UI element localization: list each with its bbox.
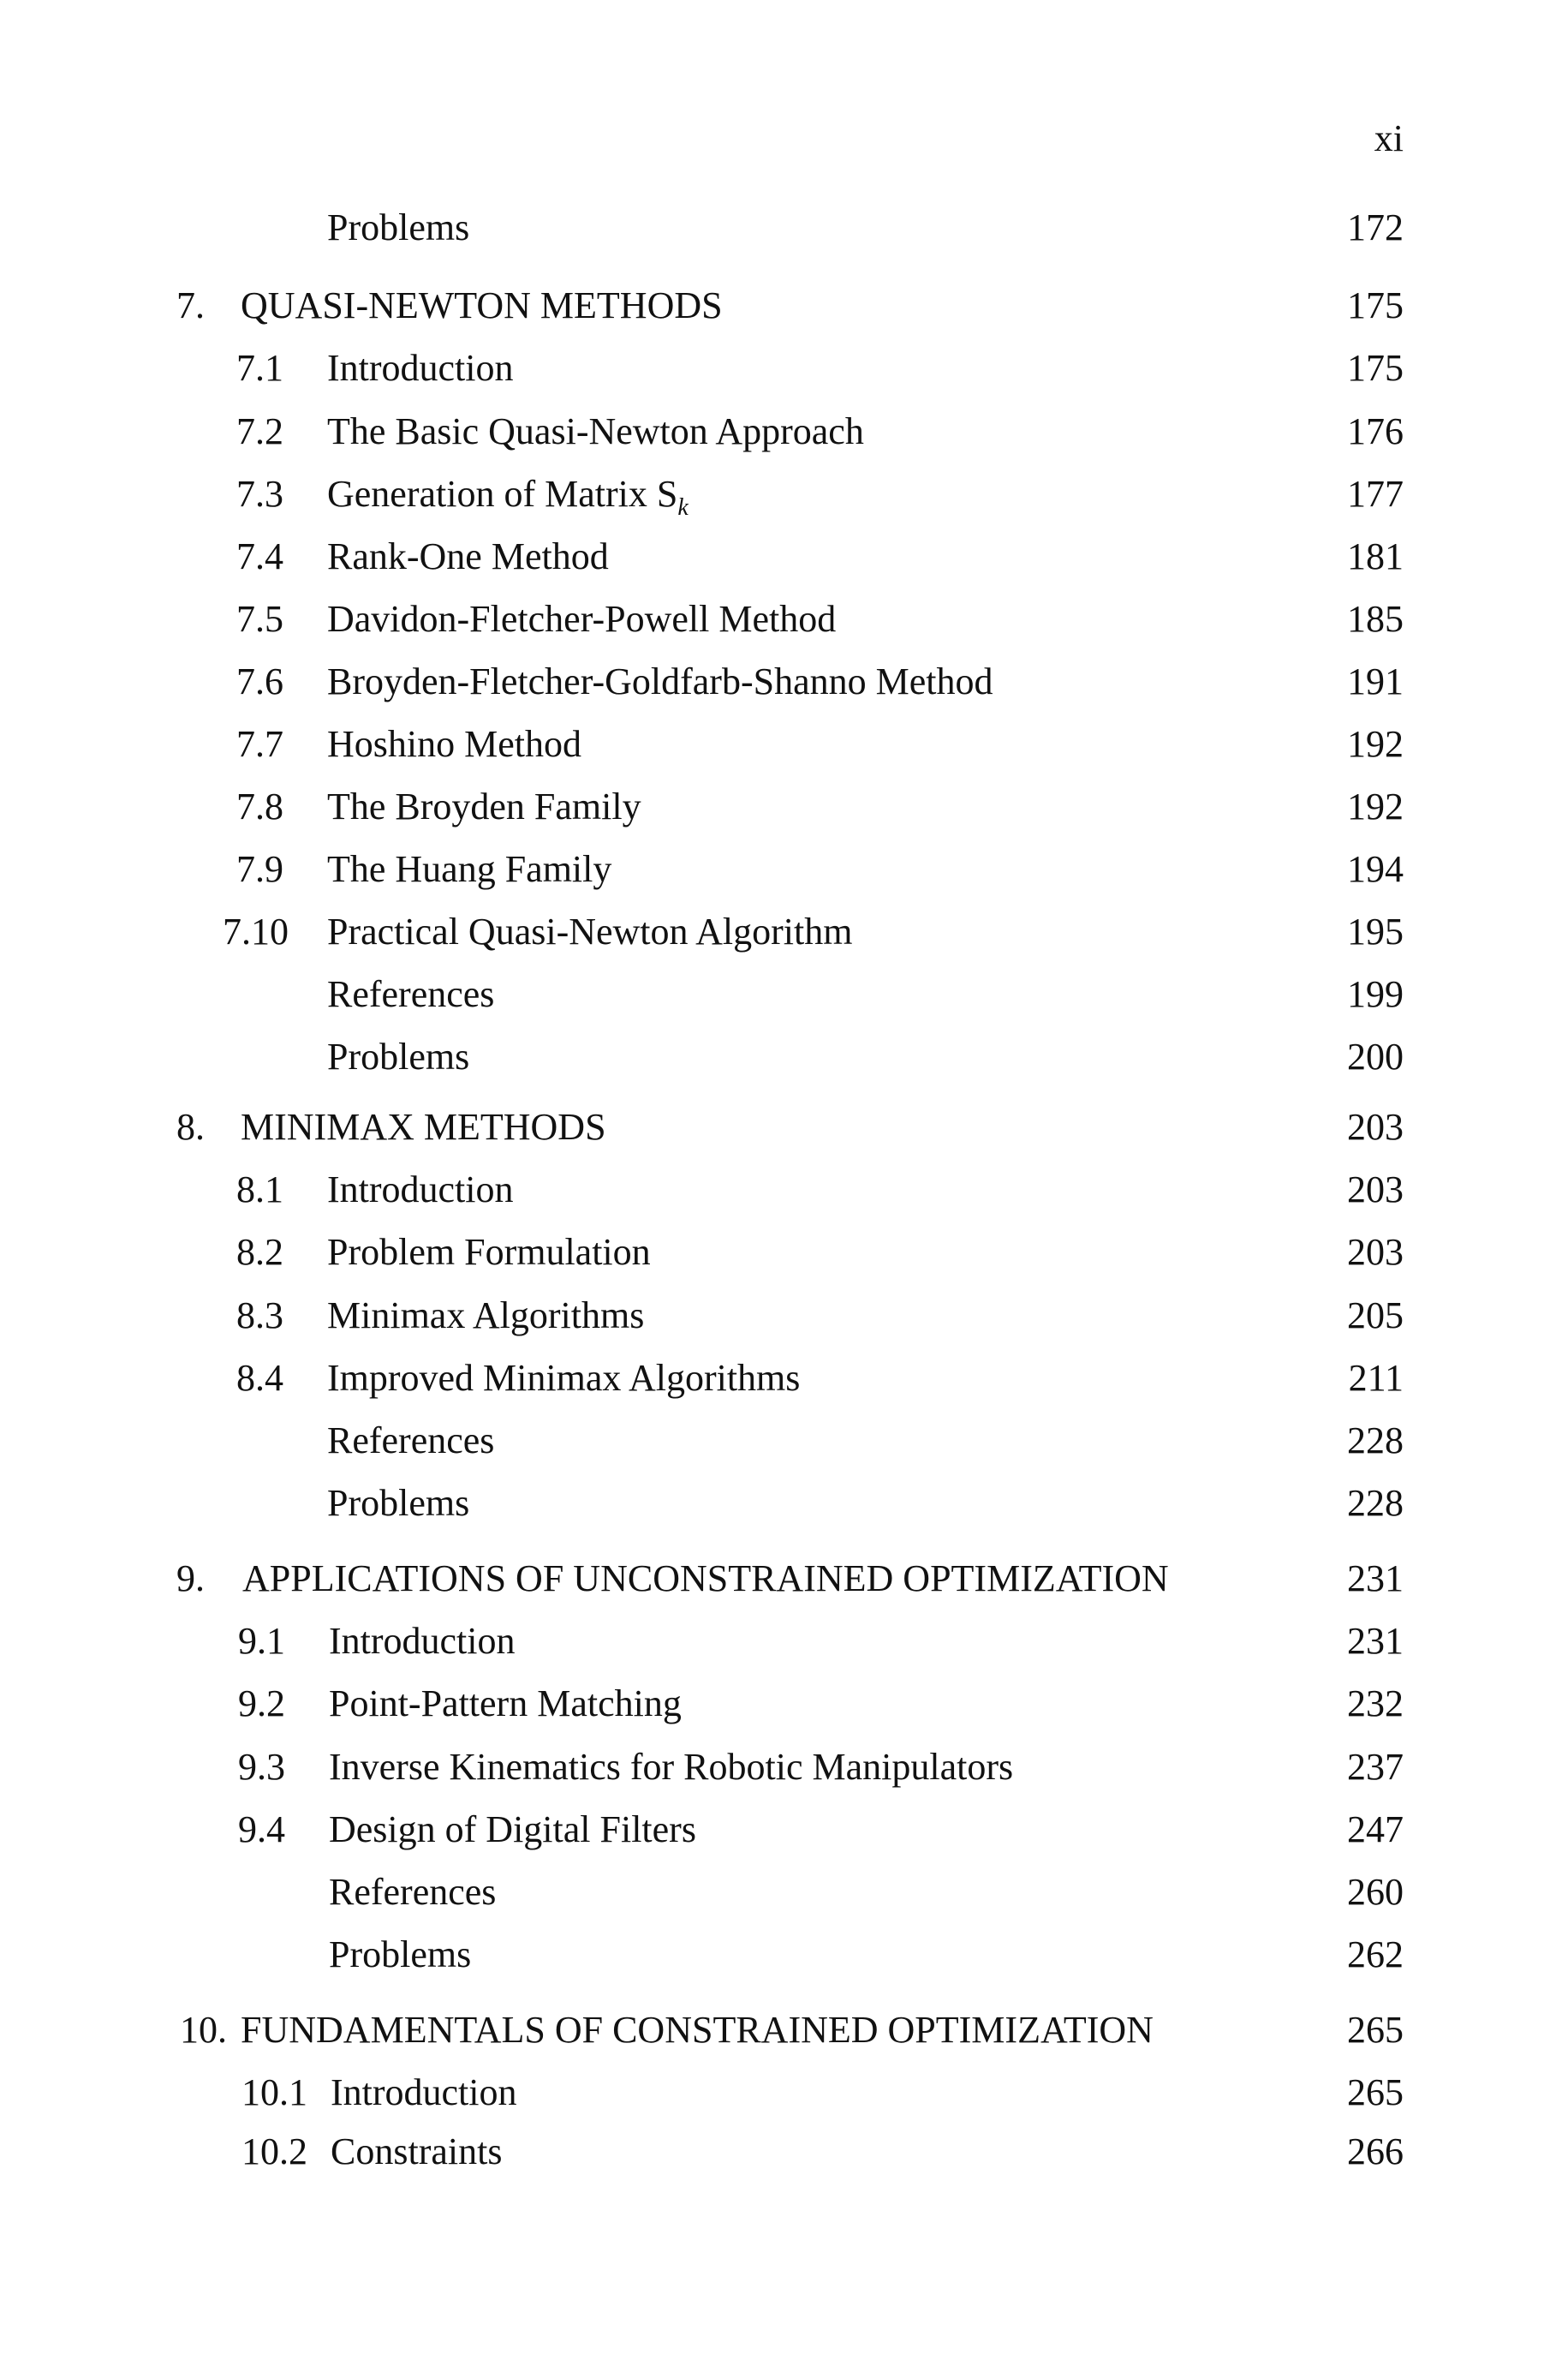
entry-page: 200 — [1347, 1036, 1404, 1078]
toc-entry[interactable] — [0, 1617, 1568, 1665]
entry-page: 199 — [1347, 973, 1404, 1015]
entry-page: 191 — [1347, 660, 1404, 702]
entry-page: 176 — [1347, 410, 1404, 452]
entry-number: 8.4 — [236, 1357, 283, 1399]
entry-title: Davidon-Fletcher-Powell Method — [327, 598, 837, 640]
chapter-page: 203 — [1347, 1106, 1404, 1148]
entry-title: Minimax Algorithms — [327, 1294, 645, 1336]
chapter-number: 10. — [180, 2009, 227, 2051]
entry-title: Point-Pattern Matching — [329, 1682, 682, 1724]
chapter-page: 265 — [1347, 2009, 1404, 2051]
chapter-page: 231 — [1347, 1557, 1404, 1599]
entry-number: 7.2 — [236, 410, 283, 452]
entry-number: 10.2 — [241, 2130, 307, 2172]
page-number: xi — [1374, 117, 1404, 159]
entry-page: 262 — [1347, 1933, 1404, 1975]
entry-title: Introduction — [327, 347, 514, 389]
entry-page: 266 — [1347, 2130, 1404, 2172]
entry-title: Improved Minimax Algorithms — [327, 1357, 801, 1399]
entry-number: 7.4 — [236, 535, 283, 577]
entry-number: 7.6 — [236, 660, 283, 702]
toc-chapter-9[interactable] — [0, 1555, 1568, 1603]
entry-number: 7.7 — [236, 723, 283, 765]
toc-entry[interactable] — [0, 2128, 1568, 2176]
entry-page: 247 — [1347, 1808, 1404, 1850]
entry-page: 231 — [1347, 1620, 1404, 1662]
chapter-number: 7. — [176, 284, 205, 326]
entry-page: 265 — [1347, 2071, 1404, 2113]
entry-title: Inverse Kinematics for Robotic Manipulators — [329, 1746, 1014, 1788]
toc-entry[interactable] — [0, 1680, 1568, 1728]
entry-page: 205 — [1347, 1294, 1404, 1336]
entry-number: 7.5 — [236, 598, 283, 640]
toc-entry[interactable] — [0, 2069, 1568, 2117]
entry-page: 228 — [1347, 1482, 1404, 1524]
entry-title: The Broyden Family — [327, 786, 641, 828]
entry-page: 192 — [1347, 786, 1404, 828]
entry-title: Problem Formulation — [327, 1231, 651, 1273]
entry-title: Introduction — [327, 1168, 514, 1210]
entry-page: 181 — [1347, 535, 1404, 577]
toc-entry[interactable] — [0, 533, 1568, 581]
entry-number: 7.9 — [236, 848, 283, 890]
entry-number: 10.1 — [241, 2071, 307, 2113]
entry-title — [327, 470, 689, 523]
entry-title: References — [329, 1871, 497, 1913]
toc-chapter-10[interactable] — [0, 2006, 1568, 2054]
entry-title: Rank-One Method — [327, 535, 609, 577]
entry-page: 172 — [1347, 206, 1404, 248]
entry-number: 8.1 — [236, 1168, 283, 1210]
entry-number: 9.2 — [238, 1682, 285, 1724]
entry-number: 9.1 — [238, 1620, 285, 1662]
chapter-page: 175 — [1347, 284, 1404, 326]
toc-entry[interactable] — [0, 1868, 1568, 1916]
entry-page: 203 — [1347, 1168, 1404, 1210]
entry-number: 9.3 — [238, 1746, 285, 1788]
entry-number: 7.10 — [223, 911, 289, 953]
entry-page: 195 — [1347, 911, 1404, 953]
entry-number: 8.2 — [236, 1231, 283, 1273]
toc-entry[interactable] — [0, 1743, 1568, 1791]
toc-entry[interactable] — [0, 1292, 1568, 1340]
toc-entry[interactable] — [0, 344, 1568, 392]
entry-title: Introduction — [331, 2071, 517, 2113]
chapter-number: 8. — [176, 1106, 205, 1148]
toc-entry[interactable] — [0, 845, 1568, 893]
entry-page: 228 — [1347, 1419, 1404, 1461]
entry-title: The Huang Family — [327, 848, 612, 890]
entry-page: 192 — [1347, 723, 1404, 765]
entry-number: 8.3 — [236, 1294, 283, 1336]
entry-title: References — [327, 1419, 495, 1461]
entry-title: Problems — [329, 1933, 472, 1975]
toc-entry[interactable] — [0, 470, 1568, 521]
toc-entry[interactable] — [0, 658, 1568, 706]
entry-title-text: Generation of Matrix S — [327, 473, 678, 515]
entry-title: Hoshino Method — [327, 723, 581, 765]
toc-entry[interactable] — [0, 1354, 1568, 1402]
toc-entry[interactable] — [0, 1166, 1568, 1214]
entry-page: 211 — [1348, 1357, 1404, 1399]
toc-entry[interactable] — [0, 595, 1568, 643]
toc-entry[interactable] — [0, 1479, 1568, 1527]
toc-entry[interactable] — [0, 971, 1568, 1019]
toc-entry[interactable] — [0, 408, 1568, 456]
toc-entry[interactable] — [0, 1228, 1568, 1276]
toc-chapter-7[interactable] — [0, 282, 1568, 330]
toc-entry[interactable] — [0, 783, 1568, 831]
entry-number: 9.4 — [238, 1808, 285, 1850]
chapter-title: APPLICATIONS OF UNCONSTRAINED OPTIMIZATION — [242, 1557, 1169, 1599]
entry-page: 194 — [1347, 848, 1404, 890]
toc-entry[interactable] — [0, 908, 1568, 956]
entry-page: 177 — [1347, 473, 1404, 515]
entry-title: Constraints — [331, 2130, 503, 2172]
chapter-title: MINIMAX METHODS — [241, 1106, 606, 1148]
toc-entry[interactable] — [0, 1033, 1568, 1081]
entry-page: 185 — [1347, 598, 1404, 640]
entry-title: Practical Quasi-Newton Algorithm — [327, 911, 853, 953]
entry-title-subscript: k — [677, 494, 689, 521]
entry-number: 7.8 — [236, 786, 283, 828]
chapter-number: 9. — [176, 1557, 205, 1599]
toc-chapter-8[interactable] — [0, 1103, 1568, 1151]
entry-page: 260 — [1347, 1871, 1404, 1913]
entry-title: Problems — [327, 1036, 470, 1078]
entry-page: 237 — [1347, 1746, 1404, 1788]
toc-entry[interactable] — [0, 720, 1568, 768]
entry-number: 7.1 — [236, 347, 283, 389]
entry-page: 175 — [1347, 347, 1404, 389]
toc-entry[interactable] — [0, 1806, 1568, 1854]
entry-title: Introduction — [329, 1620, 516, 1662]
entry-title: References — [327, 973, 495, 1015]
entry-page: 232 — [1347, 1682, 1404, 1724]
entry-title: Design of Digital Filters — [329, 1808, 696, 1850]
entry-title: Problems — [327, 206, 470, 248]
toc-entry[interactable] — [0, 1931, 1568, 1979]
entry-title: Problems — [327, 1482, 470, 1524]
entry-title: The Basic Quasi-Newton Approach — [327, 410, 864, 452]
entry-page: 203 — [1347, 1231, 1404, 1273]
toc-entry[interactable] — [0, 204, 1568, 252]
chapter-title: QUASI-NEWTON METHODS — [241, 284, 723, 326]
chapter-title: FUNDAMENTALS OF CONSTRAINED OPTIMIZATION — [241, 2009, 1154, 2051]
toc-entry[interactable] — [0, 1417, 1568, 1465]
entry-number: 7.3 — [236, 473, 283, 515]
entry-title: Broyden-Fletcher-Goldfarb-Shanno Method — [327, 660, 993, 702]
